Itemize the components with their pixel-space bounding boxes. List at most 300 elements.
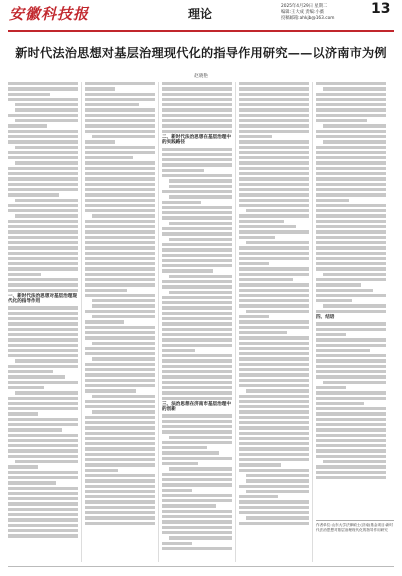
text-line <box>162 457 232 460</box>
text-line <box>239 299 309 302</box>
text-line <box>316 338 386 341</box>
text-line <box>239 283 309 286</box>
text-line <box>239 342 309 345</box>
text-line <box>169 291 232 294</box>
text-line <box>239 522 309 525</box>
text-line <box>85 384 155 387</box>
text-line <box>85 485 155 488</box>
text-line <box>239 304 309 307</box>
text-line <box>239 119 309 122</box>
text-line <box>162 312 232 315</box>
text-line <box>162 259 232 262</box>
text-line <box>8 246 78 249</box>
text-line <box>85 421 155 424</box>
text-line <box>239 161 309 164</box>
text-line <box>85 204 155 207</box>
text-line <box>85 400 155 403</box>
text-line <box>15 359 78 362</box>
text-line <box>323 381 386 384</box>
text-line <box>8 130 78 133</box>
text-line <box>162 82 232 85</box>
text-line <box>85 495 155 498</box>
text-line <box>162 130 232 133</box>
text-line <box>239 151 309 154</box>
text-line <box>239 442 309 445</box>
text-line <box>92 299 155 302</box>
issue-meta <box>281 4 334 23</box>
text-line <box>85 262 155 265</box>
text-line <box>85 278 155 281</box>
text-line <box>162 264 232 267</box>
text-line <box>8 177 78 180</box>
section-subhead: 二、新时代法治思想在基层治理中的实践路径 <box>162 134 231 146</box>
text-line <box>162 93 232 96</box>
text-line <box>239 326 309 329</box>
text-line <box>85 183 155 186</box>
text-line <box>8 278 78 281</box>
text-line <box>8 402 78 405</box>
text-line <box>162 494 232 497</box>
text-line <box>239 252 309 255</box>
text-line <box>85 490 155 493</box>
text-line <box>239 204 309 207</box>
text-line <box>246 474 309 477</box>
text-line <box>8 386 44 389</box>
text-line <box>316 434 386 437</box>
text-column-4 <box>239 82 309 562</box>
text-line <box>316 156 386 159</box>
text-line <box>239 432 309 435</box>
text-line <box>8 344 78 347</box>
text-line <box>85 246 155 249</box>
text-line <box>239 379 309 382</box>
text-line <box>85 151 155 154</box>
text-line <box>8 476 78 479</box>
text-line <box>8 322 78 325</box>
text-line <box>8 209 78 212</box>
text-line <box>316 283 361 286</box>
text-line <box>316 423 386 426</box>
section-subhead: 三、法治思想在济南市基层治理中的创新 <box>162 401 231 413</box>
text-line <box>162 381 232 384</box>
text-line <box>316 183 386 186</box>
text-line <box>316 402 364 405</box>
text-line <box>162 158 232 161</box>
column-divider <box>81 82 82 562</box>
text-line <box>239 98 309 101</box>
text-line <box>316 199 349 202</box>
text-line <box>316 407 386 410</box>
text-line <box>85 516 155 519</box>
text-line <box>316 82 386 85</box>
text-line <box>85 156 133 159</box>
text-line <box>162 124 232 127</box>
text-line <box>92 342 155 345</box>
text-line <box>85 103 139 106</box>
text-line <box>85 273 155 276</box>
text-line <box>85 352 155 355</box>
text-line <box>316 412 386 415</box>
text-line <box>239 410 309 413</box>
text-line <box>239 506 309 509</box>
text-line <box>323 87 386 90</box>
page-number: 13 <box>371 1 391 17</box>
text-line <box>85 522 155 525</box>
text-line <box>92 357 155 360</box>
text-line <box>239 458 309 461</box>
text-line <box>8 241 78 244</box>
text-line <box>8 412 38 415</box>
text-line <box>162 391 232 394</box>
text-line <box>169 185 232 188</box>
text-line <box>162 148 232 151</box>
text-line <box>85 188 155 191</box>
text-line <box>239 331 287 334</box>
text-line <box>316 236 386 239</box>
text-line <box>162 520 232 523</box>
text-line <box>239 363 309 366</box>
text-line <box>316 167 386 170</box>
text-line <box>239 437 309 440</box>
text-line <box>169 238 232 241</box>
text-line <box>85 469 118 472</box>
text-line <box>85 347 155 350</box>
text-line <box>162 510 232 513</box>
text-line <box>8 444 78 447</box>
text-line <box>8 502 78 505</box>
text-line <box>85 252 155 255</box>
text-line <box>162 338 232 341</box>
text-line <box>8 156 78 159</box>
text-line <box>239 289 309 292</box>
text-line <box>246 490 309 493</box>
text-line <box>15 103 78 106</box>
text-line <box>8 487 78 490</box>
column-divider <box>158 82 159 562</box>
text-line <box>316 267 386 270</box>
text-line <box>316 449 386 452</box>
section-title: 理论 <box>188 7 213 21</box>
text-line <box>85 326 155 329</box>
text-line <box>8 188 78 191</box>
text-line <box>239 177 309 180</box>
text-line <box>8 428 62 431</box>
text-line <box>239 463 281 466</box>
text-line <box>239 485 309 488</box>
text-line <box>8 252 78 255</box>
text-line <box>85 474 155 477</box>
text-line <box>85 193 155 196</box>
text-line <box>316 439 386 442</box>
text-line <box>316 209 386 212</box>
text-line <box>239 447 309 450</box>
text-line <box>15 108 78 111</box>
text-line <box>316 262 386 265</box>
text-line <box>8 183 78 186</box>
text-line <box>8 513 78 516</box>
text-line <box>316 135 386 138</box>
text-line <box>92 395 155 398</box>
text-line <box>246 389 309 392</box>
text-line <box>85 389 136 392</box>
text-line <box>239 357 309 360</box>
text-line <box>8 354 78 357</box>
text-line <box>85 368 155 371</box>
text-line <box>316 151 386 154</box>
editor-line: 编辑:王大成 责编:小薇 <box>281 10 324 16</box>
text-line <box>8 328 78 331</box>
text-line <box>8 225 78 228</box>
text-line <box>239 278 293 281</box>
text-line <box>8 82 78 85</box>
text-line <box>85 320 124 323</box>
text-line <box>239 257 309 260</box>
text-line <box>162 163 232 166</box>
text-line <box>162 306 232 309</box>
text-line <box>85 161 155 164</box>
text-line <box>316 114 386 117</box>
text-line <box>8 204 78 207</box>
text-line <box>239 421 309 424</box>
text-line <box>316 365 386 368</box>
text-line <box>316 108 386 111</box>
text-line <box>162 473 232 476</box>
text-line <box>8 471 78 474</box>
text-line <box>162 375 232 378</box>
text-line <box>8 534 78 537</box>
text-line <box>8 481 56 484</box>
text-line <box>239 336 309 339</box>
text-line <box>8 87 78 90</box>
text-line <box>323 304 386 307</box>
column-divider <box>312 82 313 562</box>
text-line <box>169 179 232 182</box>
text-line <box>316 93 386 96</box>
text-line <box>316 257 386 260</box>
text-line <box>169 536 232 539</box>
issue-date: 2025年4月29日 星期二 <box>281 4 328 9</box>
text-line <box>85 230 155 233</box>
text-line <box>239 172 309 175</box>
article-title: 新时代法治思想对基层治理现代化的指导作用研究——以济南市为例 <box>15 46 387 60</box>
text-line <box>85 511 155 514</box>
text-line <box>239 400 309 403</box>
text-line <box>169 195 232 198</box>
text-line <box>85 432 155 435</box>
text-line <box>239 384 309 387</box>
text-line <box>239 320 309 323</box>
text-line <box>8 98 78 101</box>
text-line <box>162 489 192 492</box>
text-line <box>162 462 198 465</box>
text-line <box>162 169 204 172</box>
text-line <box>239 368 309 371</box>
text-line <box>162 446 207 449</box>
text-line <box>162 206 232 209</box>
text-line <box>316 471 386 474</box>
text-line <box>239 167 309 170</box>
text-line <box>85 98 155 101</box>
text-line <box>85 405 155 408</box>
text-line <box>316 161 386 164</box>
text-line <box>162 190 232 193</box>
text-line <box>316 177 386 180</box>
text-line <box>246 516 309 519</box>
text-line <box>316 193 386 196</box>
text-line <box>316 214 386 217</box>
text-line <box>316 252 386 255</box>
text-line <box>85 283 155 286</box>
text-line <box>316 146 386 149</box>
text-line <box>323 460 386 463</box>
text-line <box>316 349 370 352</box>
text-line <box>239 220 284 223</box>
text-line <box>162 201 201 204</box>
text-line <box>85 82 155 85</box>
text-line <box>239 273 309 276</box>
text-line <box>15 214 78 217</box>
text-line <box>316 386 346 389</box>
text-line <box>162 296 232 299</box>
text-line <box>162 370 232 373</box>
text-line <box>316 241 386 244</box>
text-line <box>162 386 232 389</box>
text-column-5 <box>316 82 386 514</box>
text-line <box>239 156 309 159</box>
text-line <box>162 301 232 304</box>
text-line <box>85 172 155 175</box>
text-line <box>162 451 219 454</box>
text-line <box>162 119 232 122</box>
text-line <box>316 370 386 373</box>
section-subhead: 一、新时代法治思想对基层治理现代化的指导作用 <box>8 293 77 305</box>
text-line <box>8 312 78 315</box>
text-line <box>316 354 386 357</box>
text-line <box>8 140 78 143</box>
text-line <box>316 204 386 207</box>
text-line <box>239 214 309 217</box>
text-line <box>8 151 78 154</box>
text-line <box>85 463 155 466</box>
footer-rule <box>8 566 394 567</box>
text-line <box>239 453 309 456</box>
text-line <box>316 103 386 106</box>
author-note: 作者单位:山东大学法律硕士(济南)基金项目:新时代法治思想对基层治理现代化的指导作用研究 <box>316 520 394 563</box>
text-line <box>85 87 115 90</box>
text-line <box>85 373 155 376</box>
text-line <box>323 273 386 276</box>
text-line <box>85 500 155 503</box>
text-line <box>316 344 386 347</box>
text-line <box>85 336 155 339</box>
text-line <box>162 254 232 257</box>
text-line <box>316 299 352 302</box>
text-line <box>8 273 41 276</box>
text-line <box>239 426 309 429</box>
text-line <box>239 373 309 376</box>
text-line <box>8 407 78 410</box>
text-line <box>162 216 232 219</box>
text-line <box>239 315 269 318</box>
text-line <box>316 278 386 281</box>
text-line <box>246 479 309 482</box>
text-line <box>162 328 232 331</box>
text-line <box>85 209 155 212</box>
text-line <box>239 495 278 498</box>
text-line <box>239 146 309 149</box>
text-line <box>239 230 309 233</box>
text-line <box>85 379 155 382</box>
text-line <box>316 476 386 479</box>
text-line <box>169 436 232 439</box>
text-line <box>239 347 309 350</box>
text-line <box>162 333 232 336</box>
text-line <box>85 331 155 334</box>
text-line <box>85 167 155 170</box>
text-line <box>162 248 232 251</box>
text-line <box>85 146 155 149</box>
text-line <box>316 391 386 394</box>
text-line <box>239 225 296 228</box>
text-line <box>15 119 78 122</box>
text-line <box>85 442 155 445</box>
text-line <box>85 257 155 260</box>
text-line <box>316 322 386 325</box>
text-line <box>316 455 386 458</box>
text-line <box>316 98 386 101</box>
text-line <box>162 227 232 230</box>
masthead <box>0 0 402 34</box>
text-line <box>239 140 309 143</box>
text-line <box>239 103 309 106</box>
text-line <box>316 172 386 175</box>
text-line <box>239 511 309 514</box>
text-line <box>169 467 232 470</box>
text-line <box>239 294 309 297</box>
text-line <box>8 375 65 378</box>
text-line <box>8 349 78 352</box>
text-line <box>92 304 155 307</box>
text-line <box>169 275 232 278</box>
text-line <box>85 236 155 239</box>
text-line <box>162 211 232 214</box>
text-line <box>85 124 155 127</box>
text-line <box>8 306 78 309</box>
text-line <box>239 352 309 355</box>
text-line <box>246 310 309 313</box>
text-line <box>162 478 232 481</box>
text-line <box>239 267 309 270</box>
text-line <box>316 289 373 292</box>
text-line <box>15 161 78 164</box>
text-line <box>8 257 78 260</box>
text-line <box>316 328 386 331</box>
text-line <box>8 418 78 421</box>
text-line <box>92 410 155 413</box>
text-line <box>239 183 309 186</box>
text-line <box>162 349 195 352</box>
text-line <box>316 119 367 122</box>
text-line <box>239 82 309 85</box>
masthead-rule <box>8 30 394 32</box>
submission-email: 投稿邮箱:ahkjb@163.com <box>281 16 335 22</box>
text-line <box>162 499 232 502</box>
text-line <box>85 458 155 461</box>
text-line <box>239 93 309 96</box>
text-line <box>162 280 232 283</box>
text-line <box>316 418 386 421</box>
text-line <box>85 199 155 202</box>
